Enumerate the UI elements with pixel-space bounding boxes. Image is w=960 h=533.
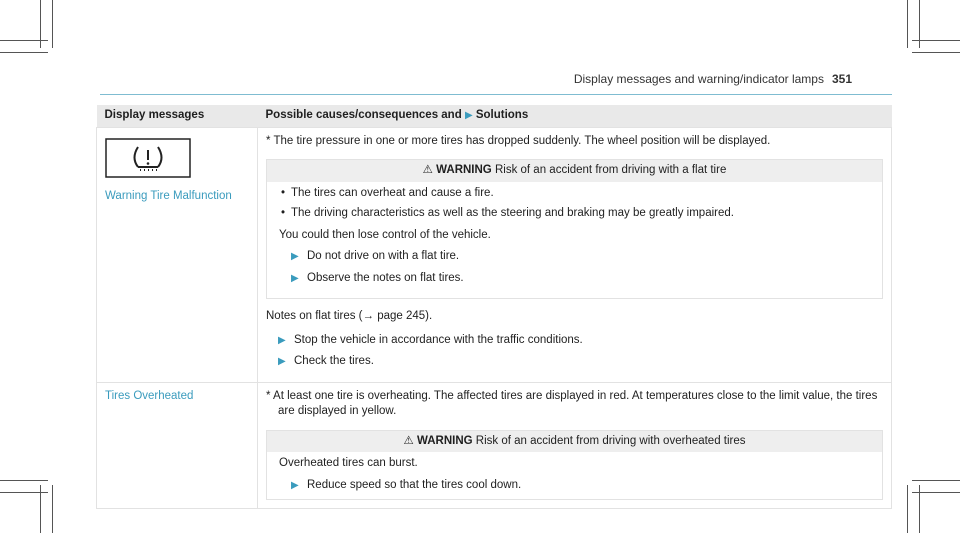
warning-body: [267, 452, 882, 499]
warning-triangle-icon: ⚠: [403, 434, 414, 447]
arrow-right-icon: ▶: [291, 272, 299, 284]
message-cell: [97, 382, 258, 509]
crop-mark: [0, 492, 48, 493]
list-item: • The tires can overheat and cause a fire.: [279, 186, 870, 202]
crop-mark: [907, 485, 908, 533]
warning-consequence: Overheated tires can burst.: [279, 457, 418, 470]
crop-mark: [52, 485, 53, 533]
message-label: Tires Overheated: [105, 389, 194, 402]
table-row: [97, 382, 892, 509]
step-item: ▶ Stop the vehicle in accordance with the traffic conditions.: [278, 333, 583, 346]
crop-mark: [0, 52, 48, 53]
warning-box: [266, 159, 883, 299]
arrow-right-icon: ▶: [291, 479, 299, 491]
warning-triangle-icon: ⚠: [422, 164, 433, 177]
step-item: ▶ Reduce speed so that the tires cool down.: [291, 478, 522, 491]
crop-mark: [0, 480, 48, 481]
crop-mark: [0, 40, 48, 41]
step-item: ▶ Do not drive on with a flat tire.: [291, 250, 460, 263]
table-row: [97, 127, 892, 382]
col-header-display-messages: Display messages: [97, 105, 258, 127]
page-reference-note[interactable]: Notes on flat tires (→ page 245).: [266, 310, 433, 323]
arrow-right-icon: ▶: [278, 334, 286, 346]
list-item: • The driving characteristics as well as the steering and braking may be greatly impaired.: [279, 206, 870, 222]
warning-body: [267, 182, 882, 299]
arrow-right-icon: ▶: [291, 251, 299, 263]
crop-mark: [912, 492, 960, 493]
cause-text: * At least one tire is overheating. The affected tires are displayed in red. At temperatures close to the limit value, the tires are displayed in yellow.: [266, 389, 878, 418]
step-item: ▶ Check the tires.: [278, 355, 374, 368]
arrow-right-icon: ▶: [464, 110, 473, 121]
header-rule: [100, 94, 892, 95]
crop-mark: [912, 52, 960, 53]
running-header: [574, 72, 852, 86]
warning-box: [266, 430, 883, 501]
crop-mark: [907, 0, 908, 48]
warning-header: ⚠ WARNING Risk of an accident from driving with overheated tires: [267, 431, 882, 453]
warning-header: ⚠ WARNING Risk of an accident from driving with a flat tire: [267, 160, 882, 182]
step-item: ▶ Observe the notes on flat tires.: [291, 271, 464, 284]
warning-bullets: [279, 186, 870, 222]
causes-cell: [258, 382, 892, 509]
page-number: 351: [831, 72, 852, 86]
warning-consequence: You could then lose control of the vehicle.: [279, 228, 491, 241]
tire-pressure-warning-icon: [105, 138, 191, 184]
table-header-row: [97, 105, 892, 127]
message-label: Warning Tire Malfunction: [105, 190, 232, 203]
section-title: Display messages and warning/indicator lamps: [573, 72, 824, 86]
crop-mark: [912, 480, 960, 481]
crop-mark: [912, 40, 960, 41]
display-messages-table: [96, 105, 892, 509]
arrow-right-icon: ▶: [278, 356, 286, 368]
causes-cell: [258, 127, 892, 382]
crop-mark: [52, 0, 53, 48]
cause-text: * The tire pressure in one or more tires has dropped suddenly. The wheel position will be displayed.: [266, 134, 771, 147]
message-cell: [97, 127, 258, 382]
col-header-causes: Possible causes/consequences and ▶ Solutions: [258, 105, 892, 127]
